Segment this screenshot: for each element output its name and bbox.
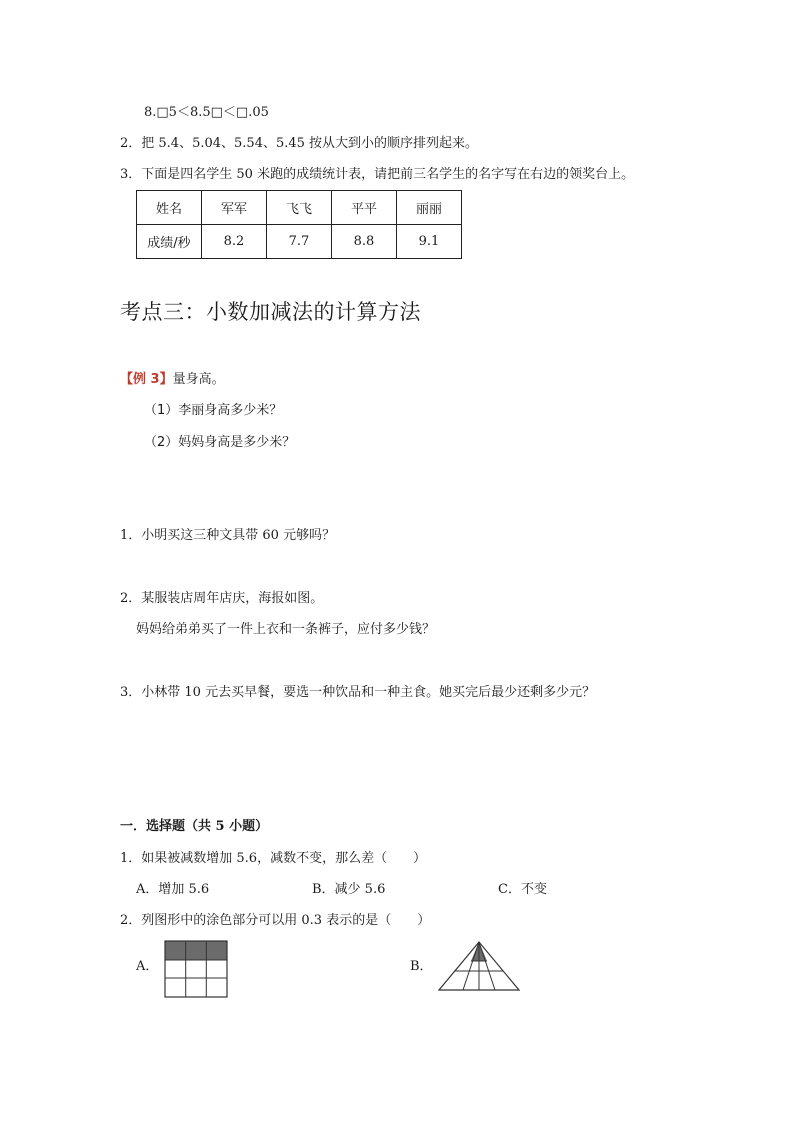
- question-3-table-intro: 3．下面是四名学生 50 米跑的成绩统计表，请把前三名学生的名字写在右边的领奖台上。: [120, 167, 635, 182]
- table-row: [137, 191, 462, 225]
- problem-1: 1．小明买这三种文具带 60 元够吗？: [120, 528, 336, 543]
- table-row-label: 成绩/秒: [137, 225, 202, 259]
- table-cell: 8.8: [332, 225, 397, 259]
- table-header-cell: 丽丽: [397, 191, 462, 225]
- table-header-cell: 平平: [332, 191, 397, 225]
- figure-option-a: A．: [136, 959, 159, 974]
- triangle-figure: [438, 940, 520, 992]
- grid-figure: [164, 940, 228, 998]
- example-3: [120, 371, 225, 389]
- table-cell: 8.2: [202, 225, 267, 259]
- figure-option-b: B．: [410, 959, 433, 974]
- question-2-order: 2．把 5.4、5.04、5.54、5.45 按从大到小的顺序排列起来。: [120, 136, 479, 151]
- example-tag: 【例 3】: [120, 372, 173, 387]
- table-header-cell: 军军: [202, 191, 267, 225]
- table-header-cell: 姓名: [137, 191, 202, 225]
- problem-2-detail: 妈妈给弟弟买了一件上衣和一条裤子，应付多少钱？: [136, 622, 436, 637]
- example-text: 量身高。: [172, 372, 225, 387]
- example-sub-2: （2）妈妈身高是多少米？: [144, 435, 296, 450]
- choice-question-1: 1．如果被减数增加 5.6，减数不变，那么差（ ）: [120, 851, 427, 866]
- table-cell: 7.7: [267, 225, 332, 259]
- problem-3: 3．小林带 10 元去买早餐，要选一种饮品和一种主食。她买完后最少还剩多少元？: [120, 685, 596, 700]
- choice-question-2: 2．列图形中的涂色部分可以用 0.3 表示的是（ ）: [120, 913, 431, 928]
- choice-option-a: A．增加 5.6: [136, 882, 210, 897]
- example-sub-1: （1）李丽身高多少米？: [144, 403, 283, 418]
- section-title: 考点三：小数加减法的计算方法: [120, 300, 421, 324]
- choice-option-c: C．不变: [498, 882, 547, 897]
- problem-2: 2．某服装店周年店庆，海报如图。: [120, 591, 324, 606]
- table-cell: 9.1: [397, 225, 462, 259]
- compare-line: 8.□5＜8.5□＜□.05: [144, 105, 269, 120]
- score-table: [136, 190, 462, 259]
- table-row: [137, 225, 462, 259]
- choice-option-b: B．减少 5.6: [312, 882, 386, 897]
- exercise-section-title: 一．选择题（共 5 小题）: [120, 819, 269, 834]
- table-header-cell: 飞飞: [267, 191, 332, 225]
